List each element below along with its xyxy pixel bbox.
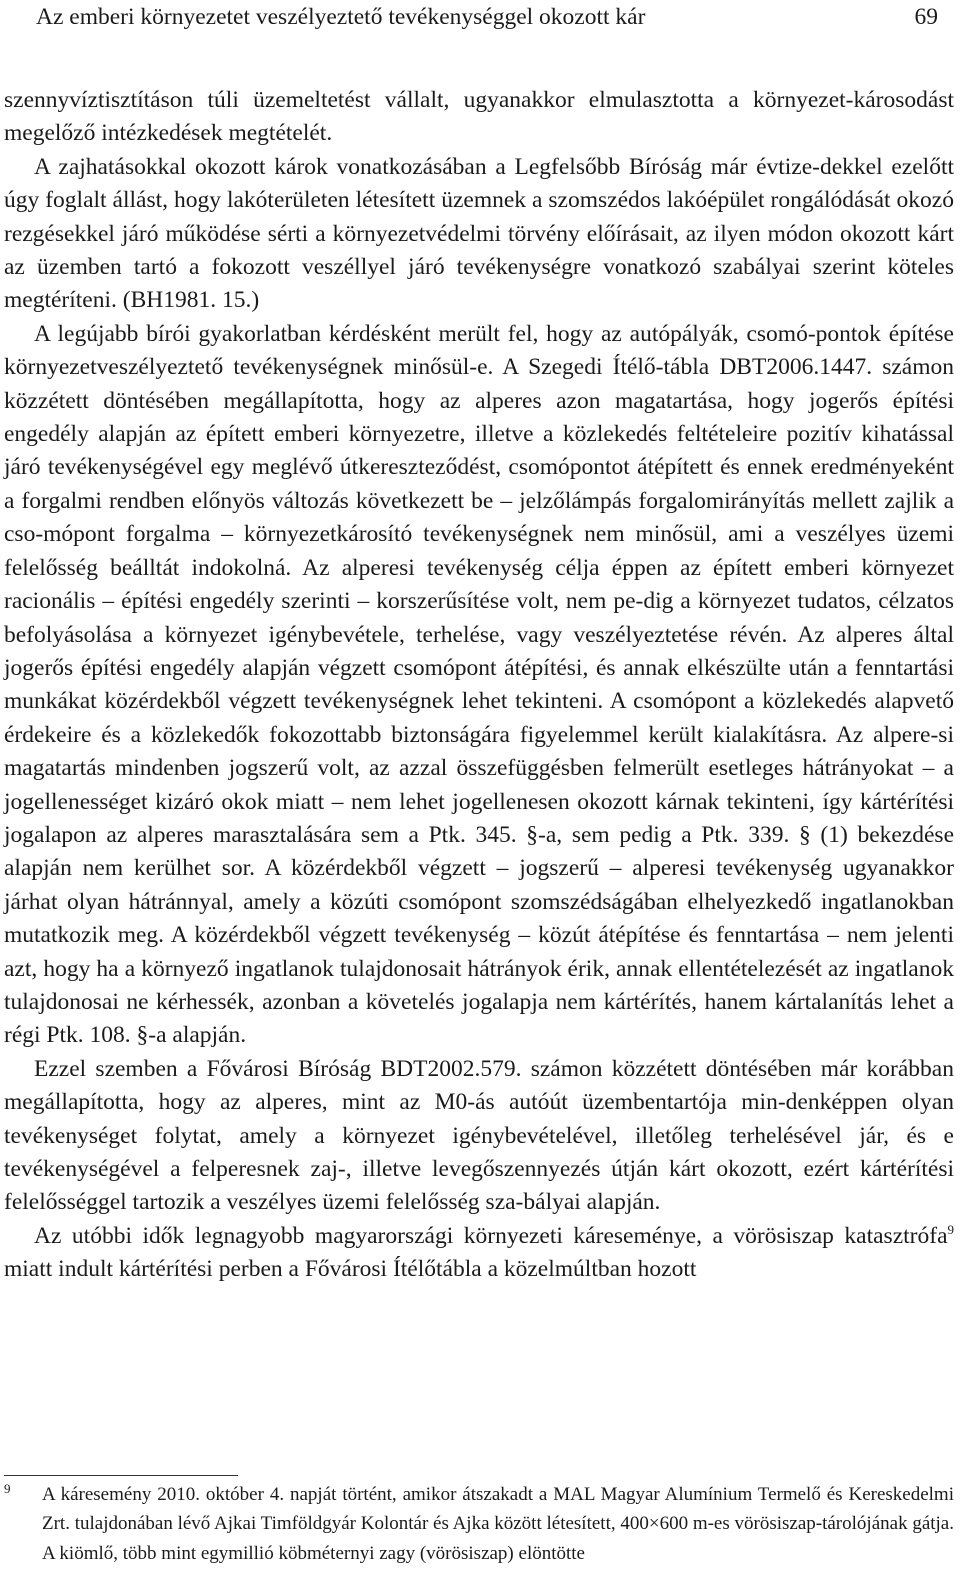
paragraph-5-end: miatt indult kártérítési perben a Fővárosi Ítélőtábla a közelmúltban hozott	[4, 1256, 697, 1283]
footnote-number: 9	[4, 1481, 11, 1496]
running-header	[36, 2, 938, 32]
paragraph-2: A zajhatásokkal okozott károk vonatkozásában a Legfelsőbb Bíróság már évtize-dekkel ezelőtt úgy foglalt állást, hogy lakóterületen létesített üzemnek a szomszédos lakóépület rongálódását okozó rezgésekkel járó működése sérti a környezetvédelmi törvény előírásait, az ilyen módon okozott kárt az üzemben tartó a fokozott veszéllyel járó tevékenységre vonatkozó szabályai szerint köteles megtéríteni. (BH1981. 15.)	[4, 153, 954, 314]
footnote-text: A káresemény 2010. október 4. napját történt, amikor átszakadt a MAL Magyar Alumínium Termelő és Kereskedelmi Zrt. tulajdonában lévő Ajkai Timföldgyár Kolontár és Ajka között létesített, 400×600 m-es vörösiszap-tárolójának gátja. A kiömlő, több mint egymillió köbméternyi zagy (vörösiszap) elöntötte	[42, 1484, 954, 1564]
paragraph-3: A legújabb bírói gyakorlatban kérdésként merült fel, hogy az autópályák, csomó-pontok építése környezetveszélyeztető tevékenységnek minősül-e. A Szegedi Ítélő-tábla DBT2006.1447. számon közzétett döntésében megállapította, hogy az alperes azon magatartása, hogy jogerős építési engedély alapján az épített emberi környezetre, illetve a közlekedés feltételeire pozitív kihatással járó tevékenységével egy meglévő útkereszteződést, csomópontot átépített és ennek eredményeként a forgalmi rendben előnyös változás következett be – jelzőlámpás forgalomirányítás mellett zajlik a cso-mópont forgalma – környezetkárosító tevékenységnek nem minősül, ami a veszélyes üzemi felelősség beálltát indokolná. Az alperesi tevékenység célja éppen az épített emberi környezet racionális – építési engedély szerinti – korszerűsítése volt, nem pe-dig a környezet tudatos, célzatos befolyásolása a környezet igénybevétele, terhelése, vagy veszélyeztetése révén. Az alperes által jogerős építési engedély alapján végzett csomópont átépítési, és annak elkészülte után a fenntartási munkákat közérdekből végzett tevékenységnek lehet tekinteni. A csomópont a közlekedés alapvető érdekeire és a közlekedők fokozottabb biztonságára figyelemmel került kialakításra. Az alpere-si magatartás mindenben jogszerű volt, az azzal összefüggésben felmerült esetleges hátrányokat – a jogellenességet kizáró okok miatt – nem lehet jogellenesen okozott kárnak tekinteni, így kártérítési jogalapon az alperes marasztalására sem a Ptk. 345. §-a, sem pedig a Ptk. 339. § (1) bekezdése alapján nem kerülhet sor. A közérdekből végzett – jogszerű – alperesi tevékenység ugyanakkor járhat olyan hátránnyal, amely a közúti csomópont szomszédságában elhelyezkedő ingatlanokban mutatkozik meg. A közérdekből végzett tevékenység – közút átépítése és fenntartása – nem jelenti azt, hogy ha a környező ingatlanok tulajdonosait hátrányok érik, annak ellentételezését az ingatlanok tulajdonosai ne kérhessék, azonban a követelés jogalapja nem kártérítés, hanem kártalanítás lehet a régi Ptk. 108. §-a alapján.	[4, 320, 954, 1049]
footnote-divider	[4, 1475, 238, 1476]
paragraph-4: Ezzel szemben a Fővárosi Bíróság BDT2002.579. számon közzétett döntésében már korábban megállapította, hogy az alperes, mint az M0-ás autóút üzembentartója min-denképpen olyan tevékenységet folytat, amely a környezet igénybevételével, illetőleg terhelésével jár, és e tevékenységével a felperesnek zaj-, illetve levegőszennyezés útján kárt okozott, ezért kártérítési felelősséggel tartozik a veszélyes üzemi felelősség sza-bályai alapján.	[4, 1055, 954, 1216]
page-number: 69	[914, 4, 938, 30]
running-title: Az emberi környezetet veszélyeztető tevékenységgel okozott kár	[36, 4, 646, 30]
body-text	[4, 84, 954, 1287]
paragraph-5	[4, 1220, 954, 1287]
paragraph-1: szennyvíztisztításon túli üzemeltetést vállalt, ugyanakkor elmulasztotta a környezet-károsodást megelőző intézkedések megtételét.	[4, 87, 954, 147]
footnote-reference[interactable]: 9	[947, 1221, 954, 1237]
footnote	[4, 1480, 954, 1568]
paragraph-5-start: Az utóbbi idők legnagyobb magyarországi környezeti káreseménye, a vörösiszap katasztrófa	[34, 1222, 948, 1249]
